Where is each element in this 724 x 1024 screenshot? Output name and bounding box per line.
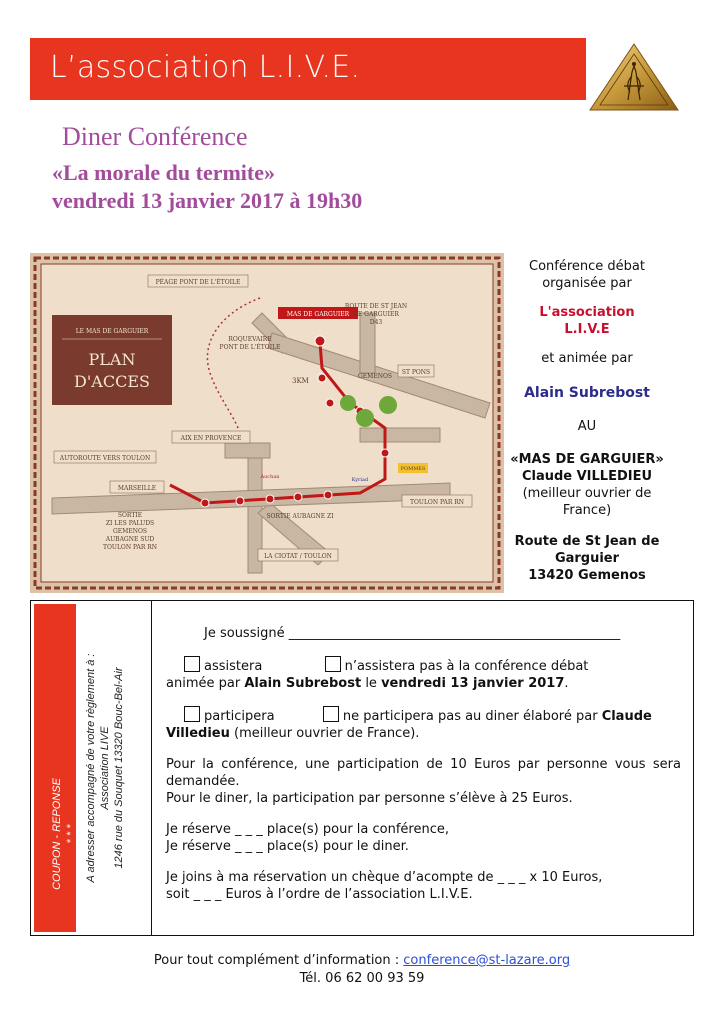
coupon-body bbox=[166, 625, 681, 903]
info-chef: Claude VILLEDIEU bbox=[521, 469, 653, 484]
animee-end: . bbox=[564, 676, 569, 691]
coupon-strip bbox=[34, 604, 151, 932]
n-assistera-label: n’assistera pas à la conférence débat bbox=[344, 659, 589, 674]
label-sortie-3: GEMENOS bbox=[113, 528, 147, 535]
chef-first-name: Claude bbox=[601, 709, 652, 724]
chef-title: (meilleur ouvrier de France). bbox=[229, 726, 420, 741]
coupon-stars: * * * bbox=[65, 824, 77, 844]
label-st-pons: ST PONS bbox=[401, 369, 431, 376]
coupon-reponse-label: COUPON - REPONSE bbox=[51, 778, 63, 890]
participera-label: participera bbox=[204, 709, 275, 724]
info-speaker: Alain Subrebost bbox=[524, 385, 650, 401]
map-title-plan: PLAN bbox=[88, 350, 136, 369]
info-address-1: Route de St Jean de bbox=[514, 534, 660, 549]
coupon-strip-text bbox=[34, 604, 151, 932]
coupon-divider bbox=[151, 601, 152, 935]
label-marseille: MARSEILLE bbox=[117, 485, 157, 492]
label-sortie-4: AUBAGNE SUD bbox=[105, 536, 155, 543]
label-toulon-rn: TOULON PAR RN bbox=[409, 499, 465, 506]
info-org-line2: L.I.V.E bbox=[564, 322, 610, 337]
assistera-checkbox[interactable] bbox=[184, 656, 200, 672]
label-kyriad: Kyriad bbox=[351, 477, 369, 483]
association-logo bbox=[588, 42, 680, 112]
n-assistera-checkbox[interactable] bbox=[325, 656, 341, 672]
animee-text: animée par bbox=[166, 676, 245, 691]
info-au: AU bbox=[577, 419, 597, 434]
chef-last-name: Villedieu bbox=[166, 726, 230, 741]
label-autoroute: AUTOROUTE VERS TOULON bbox=[59, 455, 151, 462]
label-roquevaire: ROQUEVAIRE bbox=[228, 336, 272, 343]
footer-info: Pour tout complément d’information : bbox=[153, 953, 404, 968]
map-title-small: LE MAS DE GARGUIER bbox=[75, 328, 149, 335]
cheque-line[interactable]: Je joins à ma réservation un chèque d’acompte de _ _ _ x 10 Euros, bbox=[166, 870, 603, 885]
reserve-diner[interactable]: Je réserve _ _ _ place(s) pour le diner. bbox=[166, 839, 409, 854]
coupon-address: 1246 rue du Souquet 13320 Bouc-Bel-Air bbox=[113, 667, 125, 869]
soussigne-line[interactable]: Je soussigné ___________________________________________________ bbox=[204, 626, 621, 641]
coupon-send-to: A adresser accompagné de votre règlement à : bbox=[85, 653, 97, 883]
assistera-label: assistera bbox=[204, 659, 263, 674]
label-sortie-1: SORTIE bbox=[117, 512, 143, 519]
info-organisee: organisée par bbox=[542, 276, 632, 291]
access-map bbox=[30, 253, 504, 593]
reserve-conference[interactable]: Je réserve _ _ _ place(s) pour la conférence, bbox=[166, 822, 450, 837]
ne-participera-checkbox[interactable] bbox=[323, 706, 339, 722]
label-gemenos: GEMENOS bbox=[358, 373, 392, 380]
event-subtitle: «La morale du termite» bbox=[52, 160, 275, 185]
info-org-line1: L'association bbox=[539, 305, 635, 320]
header-banner bbox=[30, 38, 586, 100]
event-title: Diner Conférence bbox=[62, 122, 248, 151]
event-info-column bbox=[502, 258, 672, 584]
info-venue: «MAS DE GARGUIER» bbox=[510, 452, 664, 467]
conference-price: Pour la conférence, une participation de 10 Euros par personne vous sera demandée. bbox=[166, 757, 681, 789]
animee-date: vendredi 13 janvier 2017 bbox=[381, 676, 565, 691]
label-3km: 3KM bbox=[292, 377, 309, 385]
info-animee: et animée par bbox=[541, 351, 633, 366]
event-date: vendredi 13 janvier 2017 à 19h30 bbox=[52, 188, 363, 213]
label-peage: PÉAGE PONT DE L'ÉTOILE bbox=[155, 279, 241, 286]
label-pont-etoile: PONT DE L'ÉTOILE bbox=[219, 344, 281, 351]
diner-price: Pour le diner, la participation par personne s’élève à 25 Euros. bbox=[166, 791, 573, 806]
info-address-2: Garguier bbox=[554, 551, 620, 566]
info-chef-desc: (meilleur ouvrier de France) bbox=[522, 486, 652, 518]
label-sortie-2: ZI LES PALUDS bbox=[105, 520, 155, 527]
ne-participera-label: ne participera pas au diner élaboré par bbox=[342, 709, 602, 724]
map-title-acces: D'ACCES bbox=[74, 372, 150, 391]
footer bbox=[0, 952, 724, 988]
footer-phone: Tél. 06 62 00 93 59 bbox=[299, 971, 425, 986]
coupon-assoc: Association LIVE bbox=[99, 726, 111, 810]
label-sortie-5: TOULON PAR RN bbox=[102, 544, 158, 551]
participera-checkbox[interactable] bbox=[184, 706, 200, 722]
animee-le: le bbox=[361, 676, 382, 691]
label-aix: AIX EN PROVENCE bbox=[180, 435, 242, 442]
info-conference: Conférence débat bbox=[529, 259, 645, 274]
label-auchan: Auchan bbox=[260, 474, 280, 480]
label-pommes: POMMES bbox=[400, 466, 426, 472]
association-title: L’association L.I.V.E. bbox=[50, 50, 361, 85]
total-line[interactable]: soit _ _ _ Euros à l’ordre de l’association L.I.V.E. bbox=[166, 887, 473, 902]
coupon-form bbox=[30, 600, 694, 936]
info-address-3: 13420 Gemenos bbox=[528, 568, 646, 583]
label-mas: MAS DE GARGUIER bbox=[286, 311, 350, 318]
label-ciotat: LA CIOTAT / TOULON bbox=[264, 553, 332, 560]
label-d43: D43 bbox=[369, 319, 383, 326]
label-de-garguier: DE GARGUIER bbox=[353, 311, 399, 318]
label-sortie-aubagne: SORTIE AUBAGNE ZI bbox=[266, 513, 334, 520]
animee-speaker: Alain Subrebost bbox=[244, 676, 362, 691]
contact-email-link[interactable]: conference@st-lazare.org bbox=[403, 953, 571, 968]
label-route-st-jean: ROUTE DE ST JEAN bbox=[344, 303, 408, 310]
